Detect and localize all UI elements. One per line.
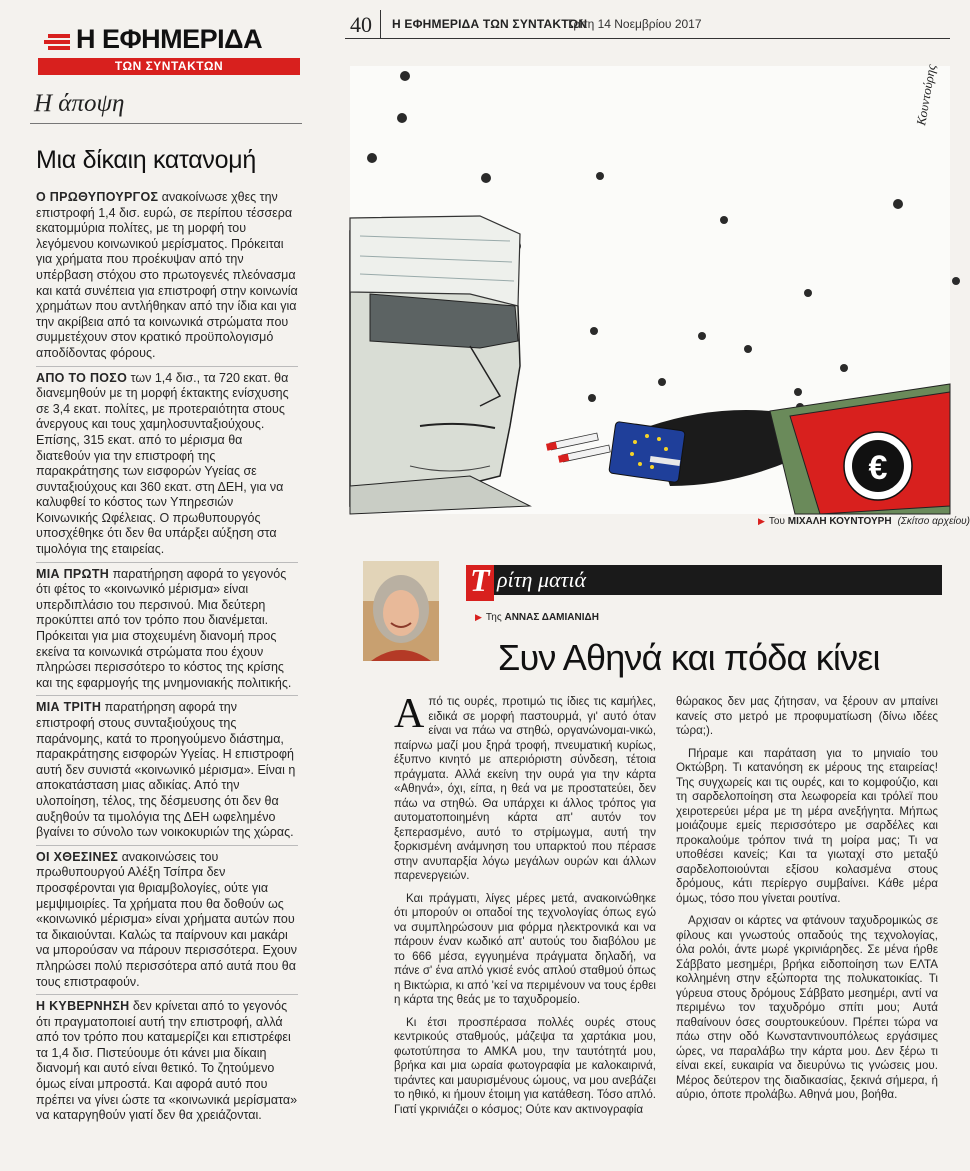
article-paragraph: Κι έτσι προσπέρασα πολλές ουρές στους κεντρικούς σταθμούς, μάζεψα τα χαρτάκια μου, φωτοτύπησα το ΑΜΚΑ μου, την ταυτότητά μου, βρήκα και μια ωραία φωτογραφία με καλοκαιρινά, τιράντες και μαυρισμένους ώμους, να μου ανεβάζει το ηθικό, κι ήμουν έτοιμη για κατάθεση. Τόσο απλό. Γιατί γκρινιάζει ο κόσμος; Ούτε καν ακτινογραφία: [394, 1015, 656, 1116]
editorial-paragraph: [36, 700, 298, 845]
editorial-headline: Μια δίκαιη κατανομή: [36, 146, 256, 174]
article-paragraph: Αρχισαν οι κάρτες να φτάνουν ταχυδρομικώς σε φίλους και γνωστούς οπαδούς της τεχνολογίας, όλα ρολόι, άντε μωρέ γκρινιάρηδες. Σε μένα ήρθε Σάββατο μεσημέρι, βρήκα ειδοποίηση των ΕΛΤΑ κολλημένη στην εξώπορτα της πολυκατοικίας. Τι γύρευα στους δρόμους Σάββατο μεσημέρι, αντί να περιμένω τον ταχυδρόμο σπίτι μου; Αυτά παθαίνουν όσες σουρτουκεύουν. Πρέπει τώρα να πάω στην οδό Κωνσταντινουπόλεως εργάσιμες ώρες, να παραλάβω την κάρτα μου. Δεν ξέρω τι είναι εκεί, ευκαιρία να διευρύνω τις γνώσεις μου. Μέρος δεύτερον της διαδικασίας, ξεκινά σήμερα, ή αύριο, όποτε προλάβω. Αθηνά μου, βοήθα.: [676, 914, 938, 1101]
paragraph-lead: Ο ΠΡΩΘΥΠΟΥΡΓΟΣ: [36, 190, 159, 204]
paragraph-text: των 1,4 δισ., τα 720 εκατ. θα διανεμηθούν με τη μορφή έκτακτης ενίσχυσης σε 3,4 εκατ. πολίτες, με προτεραιότητα στους άνεργους και τους χαμηλοσυνταξιούχους. Επίσης, 315 εκατ. από το μέρισμα θα διατεθούν για την επιστροφή της παρακράτησης των εισφορών Υγείας σε συνταξιούχους και 360 εκατ. στη ΔΕΗ, για να καλυφθεί το κόστος των Υπηρεσιών Κοινωνικής Ωφέλειας. Ο πρωθυπουργός υποσχέθηκε ότι δεν θα υπάρξει αύξηση στα τιμολόγια της εταιρείας.: [36, 370, 289, 557]
page-number: 40: [350, 12, 372, 37]
editorial-paragraph: [36, 190, 298, 367]
credit-author: ΜΙΧΑΛΗ ΚΟΥΝΤΟΥΡΗ: [787, 516, 892, 527]
editorial-column: [30, 8, 305, 1158]
masthead-subtitle: ΤΩΝ ΣΥΝΤΑΚΤΩΝ: [38, 58, 300, 75]
paragraph-text: πό τις ουρές, προτιμώ τις ίδιες τις καμήλες, ειδικά σε μορφή παστουρμά, γι' αυτό όταν είναι να πάω να στηθώ, οργανώνομαι-νικώ, παίρνω μαζί μου ξηρά τροφή, πνευματική κυρίως, έξυπνο κινητό με απεριόριστη σύνδεση, τέτοια πράγματα. Αλλά εκείνη την ουρά για την κάρτα «Αθηνά», όχι, είπα, η θεά να με προστατεύει, δεν πάω να στηθώ. Θα υπάρχει κι άλλος τρόπος για αυτοματοποιημένη κάρτα απ' αυτόν τον ξεπερασμένο, αυτό το στρίμωγμα, αυτή την ξορκισμένη ανάμνηση του υπαρκτού που πέρασε στην ανυπαρξία λόγω μεγάλων ουρών και άλλων παρενεργειών.: [394, 695, 656, 882]
armband-symbol: €: [868, 449, 888, 487]
logo-stripe: [48, 34, 70, 38]
editorial-paragraph: [36, 999, 298, 1128]
article-column-1: [394, 691, 656, 1125]
editorial-paragraph: [36, 371, 298, 563]
paragraph-lead: ΑΠΟ ΤΟ ΠΟΣΟ: [36, 370, 128, 385]
header-date: Τρίτη 14 Νοεμβρίου 2017: [566, 17, 702, 31]
paragraph-lead: ΟΙ ΧΘΕΣΙΝΕΣ: [36, 849, 119, 864]
red-arrow-icon: ▶: [475, 612, 482, 622]
cartoon-signature: Κουντούρης: [913, 63, 939, 127]
header-paper-name: Η ΕΦΗΜΕΡΙΔΑ ΤΩΝ ΣΥΝΤΑΚΤΩΝ: [392, 17, 588, 31]
column-headline: Συν Αθηνά και πόδα κίνει: [498, 637, 880, 678]
article-paragraph: Και πράγματι, λίγες μέρες μετά, ανακοινώθηκε ότι μπορούν οι οπαδοί της τεχνολογίας όπως εγώ να συμπληρώσουν μια φόρμα ηλεκτρονικά και να πάρουν έναν κωδικό απ' αυτούς του διαβόλου με το 666 μέσα, εγγυημένα πράγματα δηλαδή, να πάνε σ' ένα απλό γκισέ ενός απλού σταθμού όπως η Βικτώρια, κι από 'κεί να περιμένουν να τους έρθει η κάρτα της θεάς με το ταχυδρομείο.: [394, 891, 656, 1006]
paragraph-lead: Η ΚΥΒΕΡΝΗΣΗ: [36, 999, 130, 1014]
article-paragraph: [394, 691, 656, 884]
author-portrait: [363, 561, 439, 661]
editorial-body: [36, 190, 298, 1132]
paragraph-text: δεν κρίνεται από το γεγονός ότι πραγματοποιεί αυτή την επιστροφή, αλλά από τον τρόπο που καταμερίζει και επιστρέφει τα 1,4 δισ. Πιστεύουμε ότι κάνει μια δίκαιη διανομή και αυτό είναι θετικό. Το ζητούμενο όμως είναι μπροστά. Και αφορά αυτό που πρέπει να γίνει ώστε τα «κοινωνικά μερίσματα» να καταργηθούν γιατί δεν θα χρειάζονται.: [36, 999, 298, 1123]
masthead-title: Η ΕΦΗΜΕΡΙΔΑ: [76, 24, 263, 54]
byline-author: ΑΝΝΑΣ ΔΑΜΙΑΝΙΔΗ: [504, 612, 599, 623]
red-arrow-icon: ▶: [758, 516, 765, 526]
editorial-paragraph: [36, 850, 298, 995]
logo-stripe: [44, 40, 70, 44]
header-rule: [345, 38, 950, 39]
section-rule: [30, 123, 302, 124]
section-title: Η άποψη: [34, 90, 125, 117]
credit-note: (Σκίτσο αρχείου): [897, 516, 970, 527]
article-column-2: [676, 695, 938, 1111]
paragraph-text: παρατήρηση αφορά το γεγονός ότι φέτος το «κοινωνικό μέρισμα» είναι υπερδιπλάσιο του περσινού. Μια δεύτερη προκύπτει από τον τρόπο που διανέμεται. Πρόκειται για μια στοχευμένη διανομή προς εκείνα τα κοινωνικά στρώματα που έχουν πληρώσει περισσότερο το κόστος της κρίσης και της εφαρμογής της μνημονιακής πολιτικής.: [36, 566, 292, 690]
cartoon-illustration: [350, 63, 950, 514]
byline-prefix: Της: [485, 612, 502, 623]
paragraph-text: ανακοινώσεις του πρωθυπουργού Αλέξη Τσίπρα δεν προσφέρονται για θριαμβολογίες, ούτε για μεμψιμοιρίες. Τα χρήματα που θα δοθούν ως «κοινωνικό μέρισμα» είναι χρήματα αυτών που τα δικαιούνται. Καλώς τα παίρνουν και μακάρι να μπορούσαν να πάρουν περισσότερα. Εχουν πληρώσει πολύ περισσότερα από αυτά που θα τους επιστραφούν.: [36, 849, 298, 989]
drop-cap: Α: [394, 691, 425, 737]
paragraph-lead: ΜΙΑ ΤΡΙΤΗ: [36, 700, 102, 715]
section-banner-title: ρίτη ματιά: [497, 567, 587, 592]
paragraph-lead: ΜΙΑ ΠΡΩΤΗ: [36, 566, 110, 581]
paragraph-text: παρατήρηση αφορά την επιστροφή στους συνταξιούχους της παράνομης, κατά το προηγούμενο διάστημα, παρακράτησης εισφορών Υγείας. Η επιστροφή αυτή δεν συνιστά «κοινωνικό μέρισμα». Είναι η αποκατάσταση μιας αδικίας. Από την υλοποίηση, τέλος, της δέσμευσης ότι δεν θα αυξηθούν τα τιμολόγια της ΔΕΗ ωφελημένο βγαίνει το σύνολο των νοικοκυριών της χώρας.: [36, 700, 296, 840]
logo-stripe: [48, 46, 70, 50]
paragraph-text: ανακοίνωσε χθες την επιστροφή 1,4 δισ. ευρώ, σε περίπου τέσσερα εκατομμύρια πολίτες, με τη μορφή του λεγόμενου κοινωνικού μερίσματος. Πρόκειται για χρήματα που προέκυψαν από την υπέρβαση στόχου στο πρωτογενές πλεόνασμα και κατά συνέπεια για επιστροφή στην κοινωνία χρημάτων που αντλήθηκαν από την ίδια και για την ακρίβεια από τα κοινωνικά στρώματα που συμμετέχουν στον κρατικό προϋπολογισμό αποδίδοντας φόρους.: [36, 190, 298, 360]
article-paragraph: Πήραμε και παράταση για το μηνιαίο του Οκτώβρη. Τι κατανόηση εκ μέρους της εταιρείας! Της συγχωρείς και τις ουρές, και το κομφούζιο, και τη σαρδελοποίηση στα λεωφορεία και τρόλεϊ που χειροτερεύει μέρα με τη μέρα ανεξήγητα. Μήπως μοιάζουμε εμείς περισσότερο με σαρδέλες και προκαλούμε τρόπον τινά τη μοίρα μας; Τι να υποθέσει κανείς; Και τα γιωταχί στο μεταξύ σαρδελοποιούνται εξίσου κολασμένα στους δρόμους, κάτι περίεργο συμβαίνει. Κάθε μέρα όμως, τόσο που γίνεται ρουτίνα.: [676, 746, 938, 905]
header-divider: [380, 10, 381, 38]
author-photo: [363, 561, 439, 661]
section-banner-initial: Τ: [470, 562, 490, 598]
editorial-paragraph: [36, 567, 298, 697]
credit-prefix: Του: [768, 516, 785, 527]
cartoon-credit: [758, 516, 970, 527]
cartoon: [350, 63, 950, 514]
article-paragraph: θώρακος δεν μας ζήτησαν, να ξέρουν αν μπαίνει κανείς στο μετρό με προφυματίωση (δίνω ιδέες τώρα;).: [676, 695, 938, 737]
column-byline: [475, 612, 599, 623]
